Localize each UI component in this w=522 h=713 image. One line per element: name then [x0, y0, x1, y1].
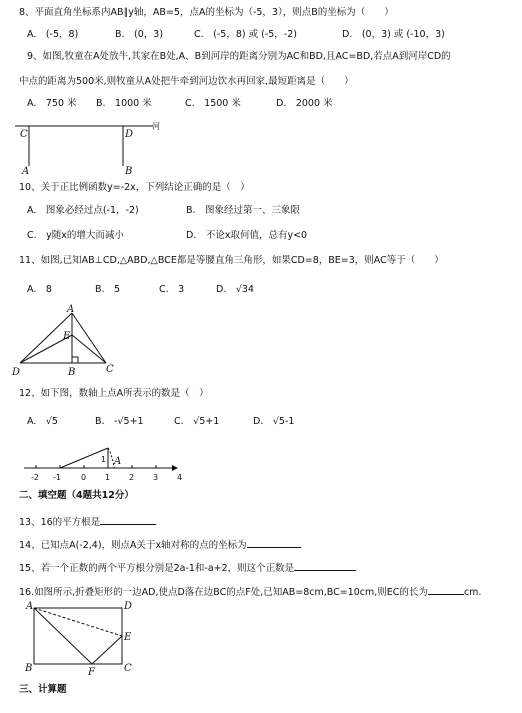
q12-option-d: D. √5-1: [253, 416, 295, 427]
point-b-label: B: [25, 663, 33, 674]
q9-stem-line1: 9、如图,牧童在A处放牛,其家在B处,A、B到河岸的距离分别为AC和BD,且AC=BD,若点A到河岸CD的: [27, 51, 451, 62]
q8-option-b: B. (0，3): [115, 29, 164, 40]
section-2-heading: 二、填空题（4题共12分）: [19, 490, 134, 501]
q8-option-d: D. (0，3) 或 (-10，3): [342, 29, 445, 40]
point-b-label: B: [125, 166, 133, 177]
q9-river-figure: [15, 118, 165, 176]
q10-stem: 10、关于正比例函数y=-2x，下列结论正确的是（ ）: [19, 182, 250, 193]
q10-option-a: A. 图象必经过点(-1，-2): [27, 205, 139, 216]
q9-option-a: A. 750 米: [27, 98, 77, 109]
q11-option-d: D. √34: [216, 284, 254, 295]
q16-answer-blank: [428, 584, 464, 595]
q16-unit: cm.: [463, 587, 482, 598]
point-f-label: F: [88, 667, 95, 678]
tick-label: 4: [177, 473, 183, 482]
q16-rectangle-figure: [22, 598, 142, 678]
point-d-label: D: [125, 129, 134, 140]
q8-option-a: A. (-5，8): [27, 29, 79, 40]
q10-option-b: B. 图象经过第一、三象限: [186, 205, 301, 216]
q9-option-d: D. 2000 米: [276, 98, 333, 109]
point-b-label: B: [68, 367, 76, 378]
tick-label: 3: [153, 473, 159, 482]
tick-label: 0: [81, 473, 87, 482]
q9-stem-line2: 中点的距离为500米,则牧童从A处把牛牵到河边饮水再回家,最短距离是（ ）: [19, 76, 354, 87]
point-e-label: E: [124, 632, 132, 643]
point-a-label: A: [22, 166, 30, 177]
q8-option-c: C. (-5，8) 或 (-5，-2): [194, 29, 297, 40]
segment-length-label: 1: [101, 455, 107, 464]
q10-option-d: D. 不论x取何值，总有y<0: [186, 230, 308, 241]
q15-stem: [19, 560, 356, 575]
q8-stem: 8、平面直角坐标系内AB∥y轴，AB=5，点A的坐标为（-5，3），则点B的坐标为（ ）: [19, 7, 394, 18]
tick-label: -1: [53, 473, 61, 482]
q16-text: 16.如图所示,折叠矩形的一边AD,使点D落在边BC的点F处,已知AB=8cm,BC=10cm,则EC的长为: [19, 587, 428, 598]
point-c-label: C: [106, 364, 114, 375]
q14-stem: [19, 537, 301, 552]
q12-option-b: B. -√5+1: [95, 416, 144, 427]
section-3-heading: 三、计算题: [19, 684, 67, 695]
q13-stem: [19, 514, 156, 529]
point-a-label: A: [114, 456, 122, 467]
q9-option-c: C. 1500 米: [185, 98, 241, 109]
point-d-label: D: [124, 601, 133, 612]
point-c-label: C: [124, 663, 132, 674]
tick-label: 2: [129, 473, 135, 482]
q11-triangle-figure: [12, 305, 142, 377]
q9-option-b: B. 1000 米: [96, 98, 152, 109]
q12-stem: 12、如下图，数轴上点A所表示的数是（ ）: [19, 388, 209, 399]
q12-option-a: A. √5: [27, 416, 58, 427]
point-c-label: C: [20, 129, 28, 140]
tick-label: 1: [105, 473, 111, 482]
q12-number-line-figure: [22, 440, 182, 488]
point-d-label: D: [12, 367, 21, 378]
q13-text: 13、16的平方根是: [19, 517, 101, 528]
point-a-label: A: [67, 304, 75, 315]
q11-option-c: C. 3: [159, 284, 185, 295]
q14-text: 14、已知点A(-2,4)，则点A关于x轴对称的点的坐标为: [19, 540, 247, 551]
q15-text: 15、若一个正数的两个平方根分别是2a-1和-a+2，则这个正数是: [19, 563, 295, 574]
tick-label: -2: [31, 473, 39, 482]
q15-answer-blank: [294, 560, 356, 571]
river-label: 河: [152, 122, 160, 131]
point-a-label: A: [26, 601, 34, 612]
q11-stem: 11、如图,已知AB⊥CD,△ABD,△BCE都是等腰直角三角形，如果CD=8，BE=3，则AC等于（ ）: [19, 255, 444, 266]
q14-answer-blank: [247, 537, 301, 548]
q11-option-b: B. 5: [95, 284, 121, 295]
q11-option-a: A. 8: [27, 284, 52, 295]
q12-option-c: C. √5+1: [174, 416, 220, 427]
q10-option-c: C. y随x的增大而减小: [27, 230, 124, 241]
q16-stem: [19, 584, 481, 599]
q13-answer-blank: [100, 514, 156, 525]
point-e-label: E: [63, 331, 71, 342]
